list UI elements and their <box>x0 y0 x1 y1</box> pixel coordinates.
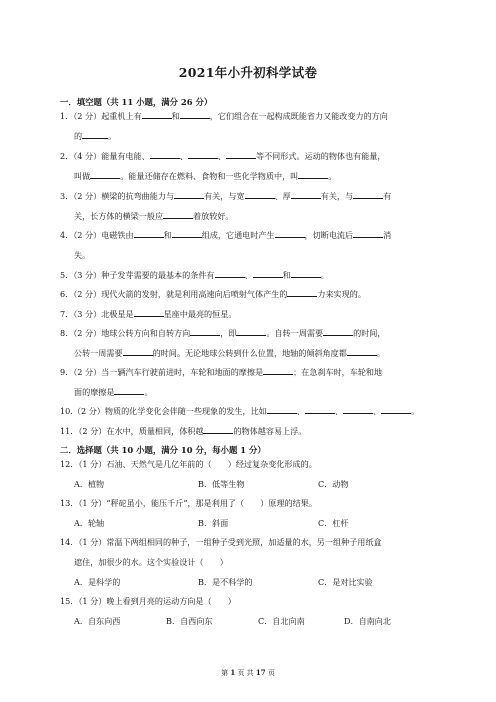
answer-blank[interactable] <box>353 228 383 238</box>
option-a[interactable]: A．植物 <box>74 479 105 489</box>
answer-blank[interactable] <box>150 149 180 159</box>
answer-blank[interactable] <box>134 228 164 238</box>
answer-blank[interactable] <box>203 424 233 434</box>
answer-blank[interactable] <box>226 149 256 159</box>
answer-blank[interactable] <box>298 169 328 179</box>
option-a[interactable]: A．是科学的 <box>74 577 121 587</box>
current-page-number: 1 <box>230 668 236 677</box>
answer-blank[interactable] <box>123 346 153 356</box>
option-b[interactable]: B．斜面 <box>198 518 229 528</box>
question-8: 8．（2 分）地球公转方向和自转方向 ，即 。自转一周需要 的时间， 公转一周需要 的时间。无论地球公转到什么位置，地轴的倾斜角度都 。 <box>60 328 386 358</box>
page-footer: 第 1 页 共 17 页 <box>221 668 275 677</box>
question-15: 15．（1 分）晚上看到月亮的运动方向是（ ） <box>60 596 236 606</box>
answer-blank[interactable] <box>90 169 120 179</box>
option-c[interactable]: C．杠杆 <box>318 518 349 528</box>
option-b[interactable]: B．自西向东 <box>166 616 213 626</box>
answer-blank[interactable] <box>172 228 202 238</box>
answer-blank[interactable] <box>163 209 193 219</box>
total-page-count: 17 <box>255 668 266 677</box>
answer-blank[interactable] <box>188 149 218 159</box>
answer-blank[interactable] <box>381 404 411 414</box>
option-a[interactable]: A．轮轴 <box>74 518 105 528</box>
answer-blank[interactable] <box>267 404 297 414</box>
option-c[interactable]: C．动物 <box>318 479 349 489</box>
section-heading-fill-in: 一．填空题（共 11 小题，满分 26 分） <box>60 97 213 107</box>
page-title: 2021年小升初科学试卷 <box>178 65 318 80</box>
answer-blank[interactable] <box>353 189 383 199</box>
question-1: 1．（2 分）起重机上有 和 ，它们组合在一起构成既能省力又能改变力的方向 的 。 <box>60 111 388 141</box>
answer-blank[interactable] <box>174 189 204 199</box>
answer-blank[interactable] <box>245 189 275 199</box>
option-a[interactable]: A．自东向西 <box>74 616 121 626</box>
option-b[interactable]: B．是不科学的 <box>198 577 253 587</box>
option-c[interactable]: C．自北向南 <box>258 616 305 626</box>
question-12: 12．（1 分）石油、天然气是几亿年前的（ ）经过复杂变化形成的。 <box>60 459 317 469</box>
question-10: 10.（2 分）物质的化学变化会伴随一些现象的发生，比如 、 、 、 。 <box>60 406 420 416</box>
answer-blank[interactable] <box>180 109 210 119</box>
question-6: 6．（2 分）现代火箭的发射，就是利用高速向后喷射气体产生的 力来实现的。 <box>60 289 366 299</box>
answer-blank[interactable] <box>253 268 283 278</box>
question-13: 13．（1 分）“秤砣虽小，能压千斤”，那是利用了（ ）原理的结果。 <box>60 498 317 508</box>
question-14: 14．（1 分）常温下两组相同的种子，一组种子受到光照，加适量的水，另一组种子用纸盒 遮住，加很少的水。这个实验设计（ ） <box>60 537 382 567</box>
answer-blank[interactable] <box>323 326 353 336</box>
question-5: 5．（3 分）种子发芽需要的最基本的条件有 、 和 。 <box>60 270 329 280</box>
answer-blank[interactable] <box>263 365 293 375</box>
answer-blank[interactable] <box>305 404 335 414</box>
option-d[interactable]: D．自南向北 <box>344 616 391 626</box>
answer-blank[interactable] <box>275 228 305 238</box>
option-c[interactable]: C．是对比实验 <box>318 577 373 587</box>
answer-blank[interactable] <box>343 404 373 414</box>
answer-blank[interactable] <box>291 268 321 278</box>
answer-blank[interactable] <box>190 326 220 336</box>
answer-blank[interactable] <box>215 268 245 278</box>
answer-blank[interactable] <box>236 326 266 336</box>
answer-blank[interactable] <box>291 189 321 199</box>
answer-blank[interactable] <box>347 346 377 356</box>
question-4: 4．（2 分）电磁铁由 和 组成，它通电时产生 ，切断电流后 消 失。 <box>60 230 392 260</box>
question-11: 11．（2 分）在水中，质量相同，体积越 的物体越容易上浮。 <box>60 426 307 436</box>
answer-blank[interactable] <box>114 385 144 395</box>
option-b[interactable]: B．低等生物 <box>198 479 245 489</box>
question-7: 7．（3 分）北极星是 星座中最亮的恒星。 <box>60 309 237 319</box>
question-9: 9．（2 分）当一辆汽车行驶前进时，车轮和地面的摩擦是 ；在急刹车时，车轮和地 面的摩擦是 。 <box>60 367 383 397</box>
answer-blank[interactable] <box>287 287 317 297</box>
section-heading-choice: 二．选择题（共 10 小题，满分 10 分，每小题 1 分） <box>60 445 266 455</box>
answer-blank[interactable] <box>142 109 172 119</box>
answer-blank[interactable] <box>82 129 108 139</box>
question-3: 3．（2 分）横梁的抗弯曲能力与 有关，与宽 、厚 有关，与 有 关，长方体的横梁一般应 着放较好。 <box>60 191 392 221</box>
question-2: 2．（4 分）能量有电能、 、 、 等不同形式。运动的物体也有能量， 叫做 。能量还储存在燃料、食物和一些化学物质中，叫 。 <box>60 151 386 181</box>
answer-blank[interactable] <box>134 307 164 317</box>
